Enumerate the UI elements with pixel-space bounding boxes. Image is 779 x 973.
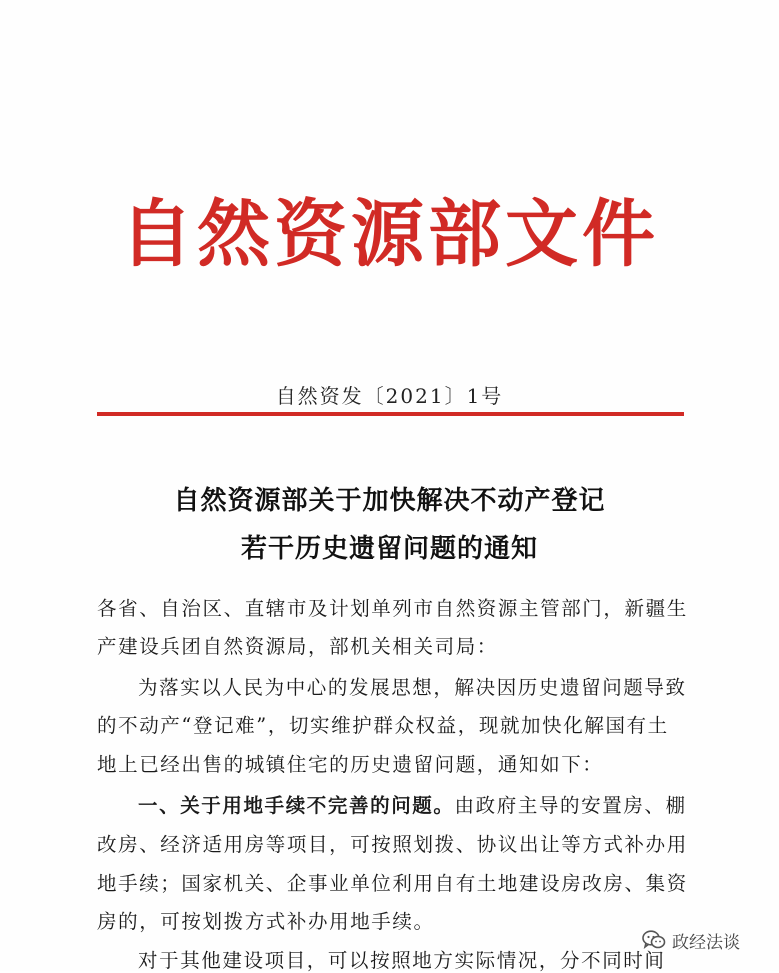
body-line: 各省、自治区、直辖市及计划单列市自然资源主管部门，新疆生 — [97, 597, 688, 620]
body-line: 改房、经济适用房等项目，可按照划拨、协议出让等方式补办用 — [97, 833, 688, 856]
body-line: 地上已经出售的城镇住宅的历史遗留问题，通知如下： — [97, 753, 604, 776]
body-line-section-1 — [138, 790, 687, 818]
body-line: 的不动产“登记难”，切实维护群众权益，现就加快化解国有土 — [97, 714, 669, 737]
body-text: 由政府主导的安置房、棚 — [454, 794, 687, 817]
body-line: 产建设兵团自然资源局，部机关相关司局： — [97, 635, 498, 658]
wechat-icon — [642, 929, 666, 951]
watermark-label: 政经法谈 — [672, 932, 740, 953]
account-watermark — [642, 927, 740, 953]
document-title-line-2: 若干历史遗留问题的通知 — [240, 534, 538, 564]
body-line: 房的，可按划拨方式补办用地手续。 — [97, 910, 435, 933]
section-heading: 一、关于用地手续不完善的问题。 — [138, 794, 455, 817]
body-line: 地手续；国家机关、企事业单位利用自有土地建设房改房、集资 — [97, 872, 688, 895]
red-divider — [97, 412, 684, 416]
body-line: 对于其他建设项目，可以按照地方实际情况，分不同时间 — [138, 949, 666, 972]
body-line: 为落实以人民为中心的发展思想，解决因历史遗留问题导致 — [138, 676, 687, 699]
document-title-line-1: 自然资源部关于加快解决不动产登记 — [173, 486, 606, 516]
document-number: 自然资发〔2021〕1号 — [275, 384, 504, 408]
document-masthead: 自然资源部文件 — [120, 191, 659, 277]
